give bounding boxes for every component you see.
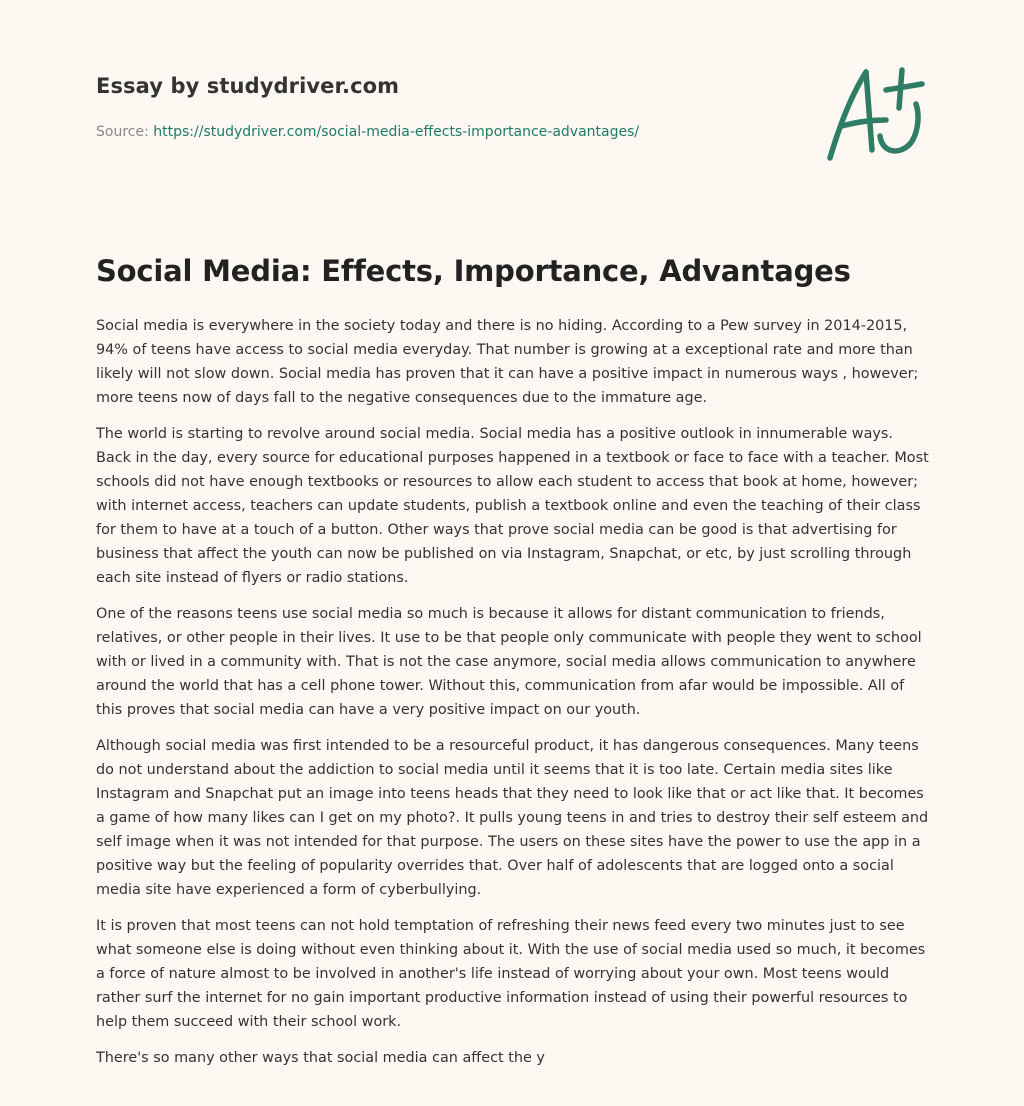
essay-paragraph: One of the reasons teens use social media so much is because it allows for distant communication to friends, relatives, or other people in their lives. It use to be that people only communicate with people they went to school with or lived in a community with. That is not the case anymore, social media allows communication to anywhere around the world that has a cell phone tower. Without this, communication from afar would be impossible. All of this proves that social media can have a very positive impact on our youth.	[96, 606, 922, 718]
essay-paragraph: It is proven that most teens can not hold temptation of refreshing their news feed every two minutes just to see what someone else is doing without even thinking about it. With the use of social media used so much, it becomes a force of nature almost to be involved in another's life instead of worrying about your own. Most teens would rather surf the internet for no gain important productive information instead of using their powerful resources to help them succeed with their school work.	[96, 918, 926, 1030]
essay-title: Social Media: Effects, Importance, Advantages	[96, 254, 851, 288]
essay-paragraph: Social media is everywhere in the society today and there is no hiding. According to a Pew survey in 2014-2015, 94% of teens have access to social media everyday. That number is growing at a exceptional rate and more than likely will not slow down. Social media has proven that it can have a positive impact in numerous ways , however; more teens now of days fall to the negative consequences due to the immature age.	[96, 318, 919, 406]
brand-title: Essay by studydriver.com	[96, 74, 400, 98]
essay-paragraph: The world is starting to revolve around social media. Social media has a positive outlook in innumerable ways. Back in the day, every source for educational purposes happened in a textbook or face to face with a teacher. Most schools did not have enough textbooks or resources to allow each student to access that book at home, however; with internet access, teachers can update students, publish a textbook online and even the teaching of their class for them to have at a touch of a button. Other ways that prove social media can be good is that advertising for business that affect the youth can now be published on via Instagram, Snapchat, or etc, by just scrolling through each site instead of flyers or radio stations.	[96, 426, 929, 586]
a-plus-logo-icon	[822, 64, 932, 168]
essay-paragraph-truncated: There's so many other ways that social media can affect the y	[96, 1050, 545, 1066]
essay-body	[96, 314, 930, 1082]
source-link[interactable]: https://studydriver.com/social-media-effects-importance-advantages/	[153, 124, 640, 140]
essay-header	[96, 74, 796, 98]
source-line	[96, 124, 639, 140]
source-label: Source:	[96, 124, 154, 140]
essay-paragraph: Although social media was first intended to be a resourceful product, it has dangerous consequences. Many teens do not understand about the addiction to social media until it seems that it is too late. Certain media sites like Instagram and Snapchat put an image into teens heads that they need to look like that or act like that. It becomes a game of how many likes can I get on my photo?. It pulls young teens in and tries to destroy their self esteem and self image when it was not intended for that purpose. The users on these sites have the power to use the app in a positive way but the feeling of popularity overrides that. Over half of adolescents that are logged onto a social media site have experienced a form of cyberbullying.	[96, 738, 929, 898]
